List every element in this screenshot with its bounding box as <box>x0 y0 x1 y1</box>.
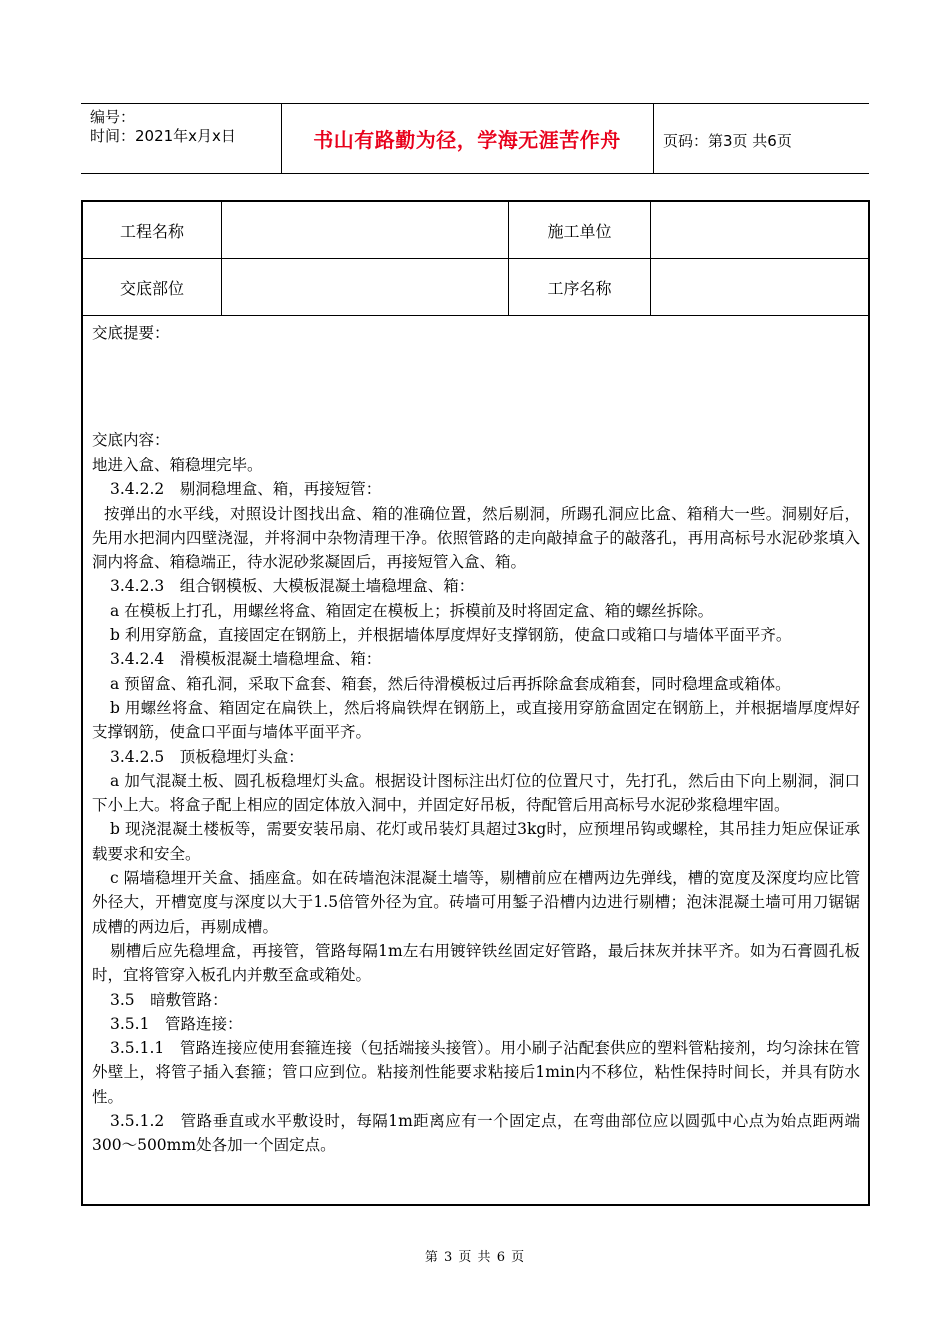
form-row <box>83 259 868 316</box>
content-label: 交底内容： <box>92 431 170 449</box>
disclosure-content <box>92 320 860 1155</box>
paragraph: 3.4.2.5 顶板稳埋灯头盒： <box>110 747 304 766</box>
construction-unit-label: 施工单位 <box>509 202 651 258</box>
paragraph: 3.4.2.2 剔洞稳埋盒、箱，再接短管： <box>110 480 382 499</box>
construction-unit-value[interactable] <box>651 202 868 258</box>
header-divider <box>653 104 654 173</box>
paragraph: 3.5.1.1 管路连接应使用套箍连接（包括端接头接管）。用小刷子沾配套供应的塑料管粘接剂，均匀涂抹在管外壁上，将管子插入套箍；管口应到位。粘接剂性能要求粘接后1min内不移位，粘性保持时间长，并具有防水性。 <box>92 1039 860 1106</box>
page-header <box>81 103 869 174</box>
paragraph: 按弹出的水平线，对照设计图找出盒、箱的准确位置，然后剔洞，所踢孔洞应比盒、箱稍大一些。洞剔好后，先用水把洞内四壁浇湿，并将洞中杂物清理干净。依照管路的走向敲掉盒子的敲落孔，再用高标号水泥砂浆填入洞内将盒、箱稳端正，待水泥砂浆凝固后，再接短管入盒、箱。 <box>92 504 860 572</box>
paragraph: 3.5.1.2 管路垂直或水平敷设时，每隔1m距离应有一个固定点，在弯曲部位应以圆弧中心点为始点距两端300～500mm处各加一个固定点。 <box>92 1112 860 1155</box>
document-number: 编号： <box>90 108 136 126</box>
paragraph: 3.4.2.3 组合钢模板、大模板混凝土墙稳埋盒、箱： <box>110 577 475 596</box>
paragraph: a 在模板上打孔，用螺丝将盒、箱固定在模板上；拆模前及时将固定盒、箱的螺丝拆除。 <box>110 601 714 620</box>
process-name-value[interactable] <box>651 259 868 315</box>
header-motto: 书山有路勤为径，学海无涯苦作舟 <box>313 128 621 152</box>
header-meta <box>90 108 236 146</box>
document-time: 时间：2021年x月x日 <box>90 127 236 145</box>
paragraph: 地进入盒、箱稳埋完毕。 <box>92 456 263 474</box>
header-page-info: 页码：第3页 共6页 <box>663 132 792 150</box>
disclosure-form <box>81 200 870 1206</box>
paragraph: 3.5 暗敷管路： <box>110 990 228 1009</box>
paragraph: 3.4.2.4 滑模板混凝土墙稳埋盒、箱： <box>110 650 382 669</box>
paragraph: b 利用穿筋盒，直接固定在钢筋上，并根据墙体厚度焊好支撑钢筋，使盒口或箱口与墙体平面平齐。 <box>110 626 792 645</box>
disclosure-part-label: 交底部位 <box>83 259 222 315</box>
summary-label: 交底提要： <box>92 324 170 342</box>
form-row <box>83 202 868 259</box>
paragraph: b 用螺丝将盒、箱固定在扁铁上，然后将扁铁焊在钢筋上，或直接用穿筋盒固定在钢筋上，并根据墙厚度焊好支撑钢筋，使盒口平面与墙体平面平齐。 <box>92 698 860 742</box>
paragraph: 3.5.1 管路连接： <box>110 1014 243 1033</box>
paragraph: 剔槽后应先稳埋盒，再接管，管路每隔1m左右用镀锌铁丝固定好管路，最后抹灰并抹平齐。如为石膏圆孔板时，宜将管穿入板孔内并敷至盒或箱处。 <box>92 941 860 985</box>
disclosure-part-value[interactable] <box>222 259 509 315</box>
content-body <box>92 453 860 1158</box>
paragraph: b 现浇混凝土楼板等，需要安装吊扇、花灯或吊装灯具超过3kg时，应预埋吊钩或螺栓，其吊挂力矩应保证承载要求和安全。 <box>92 820 860 863</box>
paragraph: a 加气混凝土板、圆孔板稳埋灯头盒。根据设计图标注出灯位的位置尺寸，先打孔，然后由下向上剔洞，洞口下小上大。将盒子配上相应的固定体放入洞中，并固定好吊板，待配管后用高标号水泥砂浆稳埋牢固。 <box>92 771 860 815</box>
paragraph: c 隔墙稳埋开关盒、插座盒。如在砖墙泡沫混凝土墙等，剔槽前应在槽两边先弹线，槽的宽度及深度均应比管外径大，开槽宽度与深度以大于1.5倍管外径为宜。砖墙可用錾子沿槽内边进行剔槽；泡沫混凝土墙可用刀锯锯成槽的两边后，再剔成槽。 <box>92 869 860 936</box>
page-footer: 第 3 页 共 6 页 <box>424 1250 526 1265</box>
project-name-label: 工程名称 <box>83 202 222 258</box>
project-name-value[interactable] <box>222 202 509 258</box>
process-name-label: 工序名称 <box>509 259 651 315</box>
paragraph: a 预留盒、箱孔洞，采取下盒套、箱套，然后待滑模板过后再拆除盒套成箱套，同时稳埋盒或箱体。 <box>110 674 791 693</box>
